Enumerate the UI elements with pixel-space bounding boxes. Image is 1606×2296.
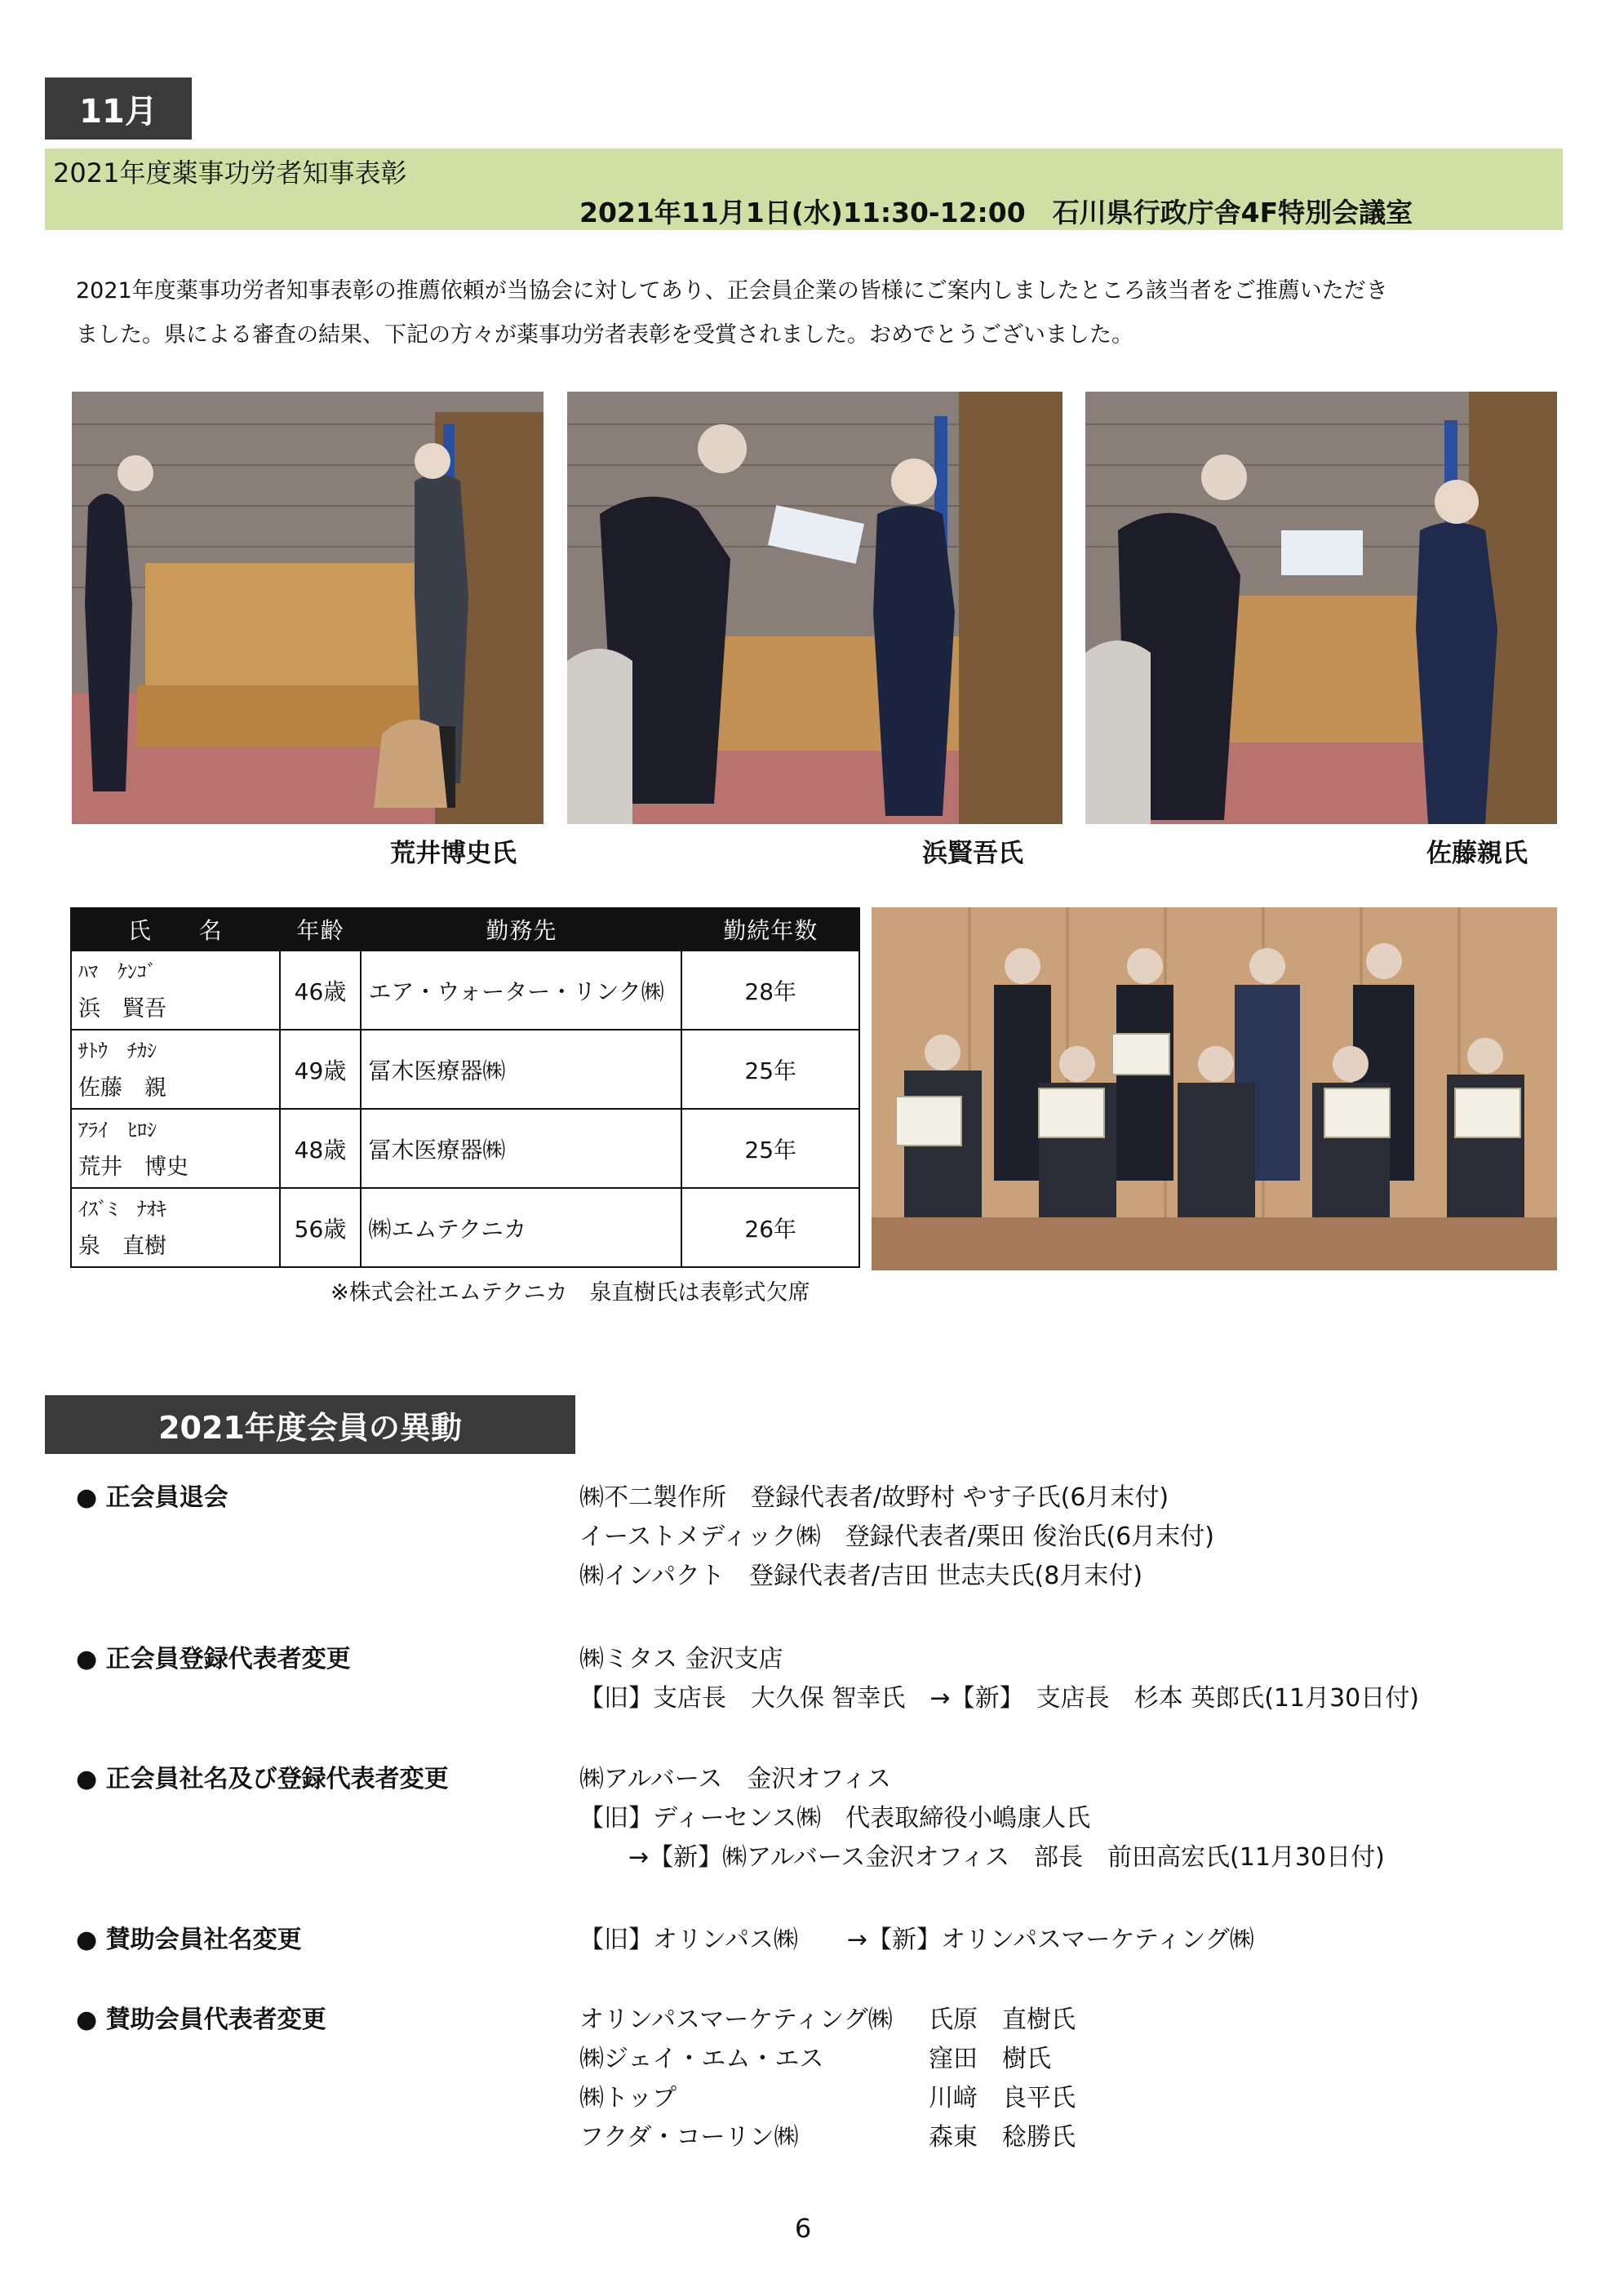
name-kanji: 浜 賢吾	[78, 995, 166, 1022]
rep-change-company: オリンパスマーケティング㈱	[579, 2006, 893, 2034]
change-line: 【旧】ディーセンス㈱ 代表取締役小嶋康人氏	[579, 1804, 1091, 1833]
award-description-line: 2021年度薬事功労者知事表彰の推薦依頼が当協会に対してあり、正会員企業の皆様にご案内しましたところ該当者をご推薦いただき	[76, 278, 1388, 304]
change-line: ㈱不二製作所 登録代表者/故野村 やす子氏(6月末付)	[579, 1483, 1169, 1512]
change-line: ㈱アルバース 金沢オフィス	[579, 1765, 891, 1793]
change-label-withdrawal: ● 正会員退会	[76, 1483, 228, 1512]
age-cell: 48歳	[280, 1109, 362, 1188]
member-changes-title: 2021年度会員の異動	[45, 1395, 575, 1454]
change-label-text: 正会員退会	[105, 1483, 228, 1512]
photo-caption-3: 佐藤親氏	[1426, 839, 1528, 868]
years-cell: 26年	[681, 1188, 859, 1267]
header-name: 氏 名	[71, 908, 280, 951]
award-date-venue: 2021年11月1日(水)11:30-12:00 石川県行政庁舎4F特別会議室	[579, 197, 1413, 228]
header-age: 年齢	[280, 908, 362, 951]
age-cell: 46歳	[280, 951, 362, 1030]
age-cell: 49歳	[280, 1030, 362, 1109]
name-cell	[71, 951, 280, 1030]
years-cell: 25年	[681, 1109, 859, 1188]
page-number: 6	[794, 2213, 812, 2244]
change-label-supporter-name: ● 賛助会員社名変更	[76, 1926, 302, 1954]
name-kana: ｻﾄｳ ﾁｶｼ	[78, 1039, 157, 1062]
name-kana: ｲｽﾞﾐ ﾅｵｷ	[78, 1197, 166, 1221]
name-kana: ﾊﾏ ｹﾝｺﾞ	[78, 960, 157, 983]
change-label-text: 正会員社名及び登録代表者変更	[105, 1765, 449, 1793]
company-cell: ㈱エムテクニカ	[361, 1188, 681, 1267]
group-photo	[872, 907, 1557, 1270]
rep-change-person: 川﨑 良平氏	[929, 2084, 1076, 2112]
change-label-text: 賛助会員代表者変更	[105, 2006, 326, 2034]
change-label-text: 正会員登録代表者変更	[105, 1645, 351, 1673]
rep-change-company: ㈱トップ	[579, 2084, 677, 2112]
change-label-text: 賛助会員社名変更	[105, 1926, 302, 1954]
table-header-row	[71, 908, 859, 951]
rep-change-person: 窪田 樹氏	[929, 2045, 1051, 2073]
table-row	[71, 1188, 859, 1267]
table-row	[71, 951, 859, 1030]
years-cell: 25年	[681, 1030, 859, 1109]
awardee-table	[70, 907, 860, 1268]
years-cell: 28年	[681, 951, 859, 1030]
award-description	[76, 269, 1520, 357]
name-cell	[71, 1030, 280, 1109]
award-photo-2	[567, 392, 1063, 824]
rep-change-company: ㈱ジェイ・エム・エス	[579, 2045, 824, 2073]
company-cell: 冨木医療器㈱	[361, 1030, 681, 1109]
change-line: ㈱インパクト 登録代表者/吉田 世志夫氏(8月末付)	[579, 1562, 1143, 1590]
name-kana: ｱﾗｲ ﾋﾛｼ	[78, 1118, 157, 1141]
rep-change-person: 森東 稔勝氏	[929, 2123, 1076, 2152]
month-tab: 11月	[45, 78, 192, 140]
award-photo-1	[72, 392, 543, 824]
change-label-name-rep-change: ● 正会員社名及び登録代表者変更	[76, 1765, 449, 1793]
name-kanji: 荒井 博史	[78, 1154, 189, 1180]
table-row	[71, 1030, 859, 1109]
change-line: →【新】㈱アルバース金沢オフィス 部長 前田高宏氏(11月30日付)	[579, 1843, 1385, 1872]
rep-change-person: 氏原 直樹氏	[929, 2006, 1076, 2034]
name-cell	[71, 1109, 280, 1188]
award-description-line: ました。県による審査の結果、下記の方々が薬事功労者表彰を受賞されました。おめでとうございました。	[76, 322, 1134, 348]
change-line: 【旧】オリンパス㈱ →【新】オリンパスマーケティング㈱	[579, 1926, 1254, 1954]
name-cell	[71, 1188, 280, 1267]
name-kanji: 泉 直樹	[78, 1233, 166, 1259]
award-photo-3	[1085, 392, 1557, 824]
change-line: 【旧】支店長 大久保 智幸氏 →【新】 支店長 杉本 英郎氏(11月30日付)	[579, 1684, 1419, 1713]
photo-caption-1: 荒井博史氏	[390, 839, 517, 868]
rep-change-company: フクダ・コーリン㈱	[579, 2123, 799, 2152]
table-row	[71, 1109, 859, 1188]
company-cell: 冨木医療器㈱	[361, 1109, 681, 1188]
change-line: ㈱ミタス 金沢支店	[579, 1645, 783, 1673]
photo-caption-2: 浜賢吾氏	[922, 839, 1023, 868]
change-label-supporter-rep: ● 賛助会員代表者変更	[76, 2006, 326, 2034]
header-years: 勤続年数	[681, 908, 859, 951]
company-cell: エア・ウォーター・リンク㈱	[361, 951, 681, 1030]
name-kanji: 佐藤 親	[78, 1075, 166, 1101]
change-line: イーストメディック㈱ 登録代表者/栗田 俊治氏(6月末付)	[579, 1523, 1214, 1551]
change-label-rep-change: ● 正会員登録代表者変更	[76, 1645, 351, 1673]
age-cell: 56歳	[280, 1188, 362, 1267]
table-note: ※株式会社エムテクニカ 泉直樹氏は表彰式欠席	[331, 1280, 810, 1305]
header-company: 勤務先	[361, 908, 681, 951]
award-title: 2021年度薬事功労者知事表彰	[53, 157, 407, 188]
